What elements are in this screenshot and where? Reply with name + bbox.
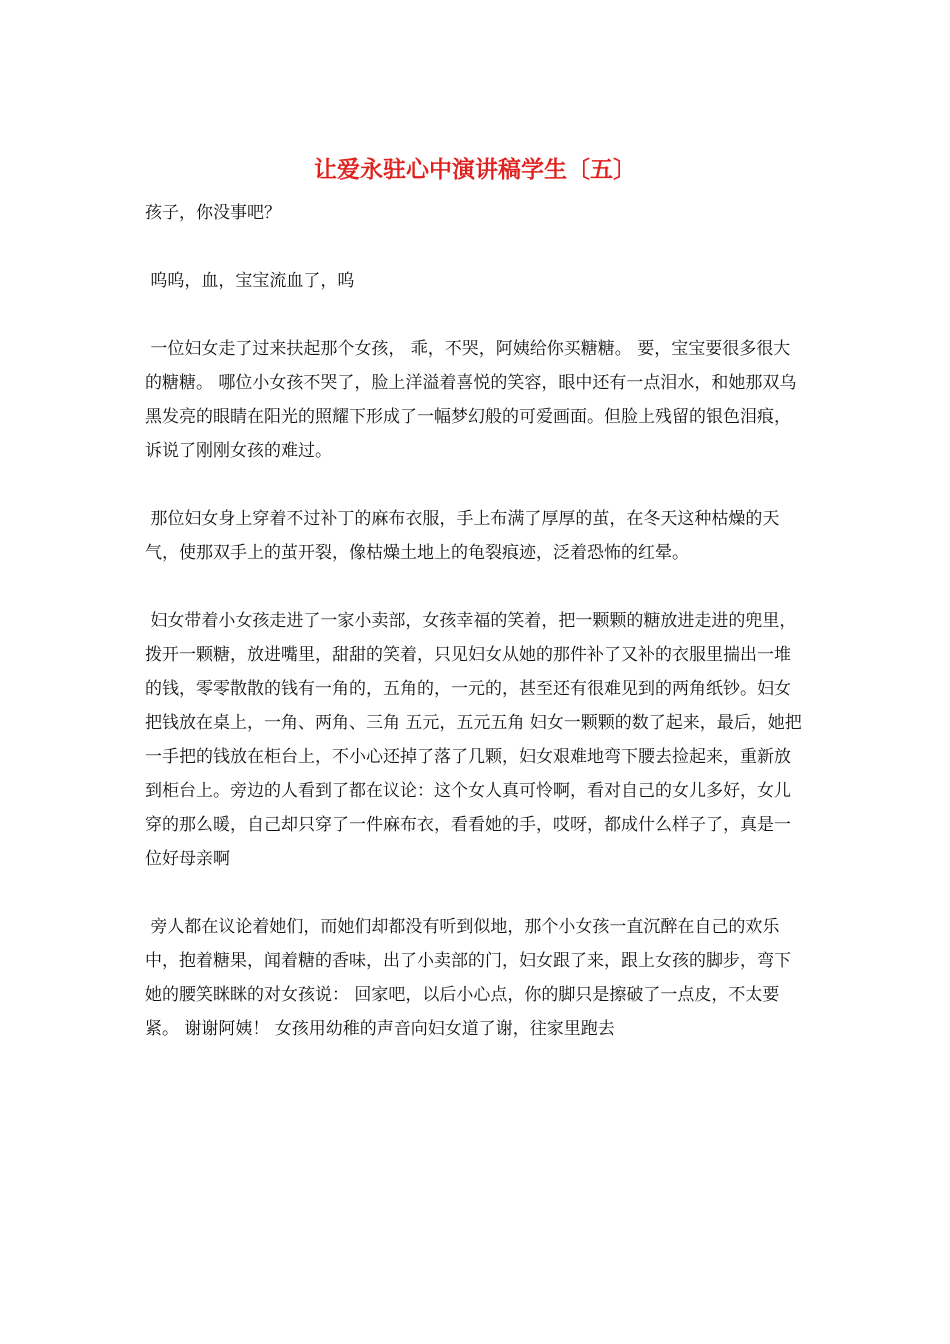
paragraph: 旁人都在议论着她们，而她们却都没有听到似地，那个小女孩一直沉醉在自己的欢乐中，抱着糖果，闻着糖的香味，出了小卖部的门，妇女跟了来，跟上女孩的脚步，弯下她的腰笑眯眯的对女孩说： 回家吧，以后小心点，你的脚只是擦破了一点皮，不太要紧。 谢谢阿姨！ 女孩用幼稚的声音向妇女道了谢，往家里跑去 [145,917,791,1039]
paragraph: 妇女带着小女孩走进了一家小卖部，女孩幸福的笑着，把一颗颗的糖放进走进的兜里，拨开一颗糖，放进嘴里，甜甜的笑着，只见妇女从她的那件补了又补的衣服里揣出一堆的钱，零零散散的钱有一角的，五角的，一元的，甚至还有很难见到的两角纸钞。妇女把钱放在桌上，一角、两角、三角 五元，五元五角 妇女一颗颗的数了起来，最后，她把一手把的钱放在柜台上，不小心还掉了落了几颗，妇女艰难地弯下腰去捡起来，重新放到柜台上。旁边的人看到了都在议论：这个女人真可怜啊，看对自己的女儿多好，女儿穿的那么暖，自己却只穿了一件麻布衣，看看她的手，哎呀，都成什么样子了，真是一位好母亲啊 [145,611,802,869]
paragraph: 孩子，你没事吧？ [145,203,281,223]
paragraph: 那位妇女身上穿着不过补丁的麻布衣服，手上布满了厚厚的茧，在冬天这种枯燥的天气，使那双手上的茧开裂，像枯燥土地上的龟裂痕迹，泛着恐怖的红晕。 [145,509,780,563]
page-title: 让爱永驻心中演讲稿学生〔五〕 [314,156,636,183]
paragraph: 一位妇女走了过来扶起那个女孩， 乖，不哭，阿姨给你买糖糖。 要，宝宝要很多很大的糖糖。 哪位小女孩不哭了，脸上洋溢着喜悦的笑容，眼中还有一点泪水，和她那双乌黑发亮的眼睛在阳光的照耀下形成了一幅梦幻般的可爱画面。但脸上残留的银色泪痕，诉说了刚刚女孩的难过。 [145,339,797,461]
paragraph: 呜呜，血，宝宝流血了，呜 [145,271,355,291]
document-body [145,196,807,1080]
